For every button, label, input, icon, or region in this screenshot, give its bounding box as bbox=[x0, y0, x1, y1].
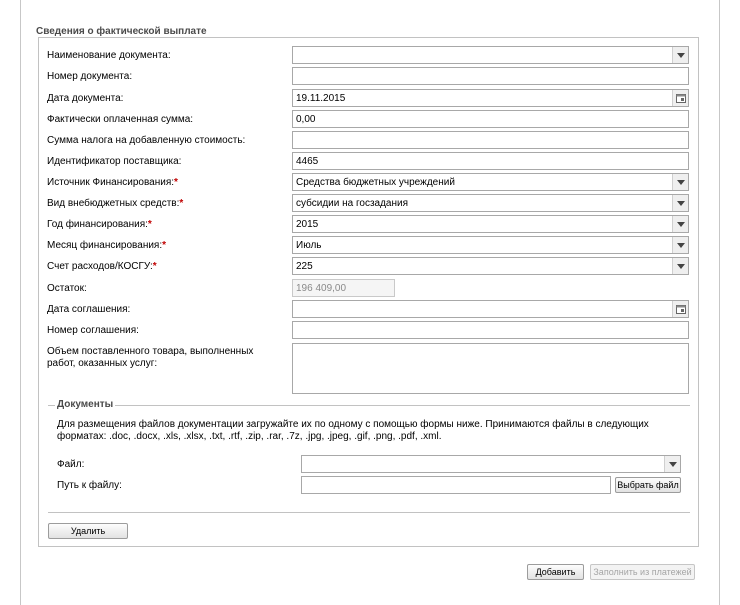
path-label: Путь к файлу: bbox=[57, 480, 122, 491]
supplier-id-input[interactable] bbox=[292, 152, 689, 170]
extrabudget-type-label: Вид внебюджетных средств:* bbox=[47, 198, 184, 209]
calendar-icon[interactable] bbox=[672, 90, 688, 106]
remainder-value: 196 409,00 bbox=[296, 283, 347, 294]
chevron-down-icon[interactable] bbox=[672, 237, 688, 253]
calendar-icon[interactable] bbox=[672, 301, 688, 317]
add-button[interactable]: Добавить bbox=[527, 564, 584, 580]
required-mark: * bbox=[162, 240, 167, 251]
agreement-date-input[interactable] bbox=[292, 300, 689, 318]
funding-month-value: Июль bbox=[296, 240, 322, 251]
paid-sum-label: Фактически оплаченная сумма: bbox=[47, 114, 194, 125]
browse-file-button[interactable]: Выбрать файл bbox=[615, 477, 681, 493]
volume-textarea[interactable] bbox=[292, 343, 689, 394]
agreement-date-label: Дата соглашения: bbox=[47, 304, 131, 315]
funding-month-label: Месяц финансирования:* bbox=[47, 240, 167, 251]
file-label: Файл: bbox=[57, 459, 85, 470]
required-mark: * bbox=[152, 261, 157, 272]
vat-sum-input[interactable] bbox=[292, 131, 689, 149]
expense-account-select[interactable] bbox=[292, 257, 689, 275]
file-select[interactable] bbox=[301, 455, 681, 473]
section-title: Сведения о фактической выплате bbox=[36, 26, 207, 37]
expense-account-value: 225 bbox=[296, 261, 313, 272]
chevron-down-icon[interactable] bbox=[672, 258, 688, 274]
supplier-id-value: 4465 bbox=[296, 156, 319, 167]
funding-month-select[interactable] bbox=[292, 236, 689, 254]
paid-sum-value: 0,00 bbox=[296, 114, 316, 125]
doc-name-select[interactable] bbox=[292, 46, 689, 64]
supplier-id-label: Идентификатор поставщика: bbox=[47, 156, 182, 167]
chevron-down-icon[interactable] bbox=[672, 216, 688, 232]
remainder-label: Остаток: bbox=[47, 283, 87, 294]
delete-button[interactable]: Удалить bbox=[48, 523, 128, 539]
chevron-down-icon[interactable] bbox=[664, 456, 680, 472]
agreement-number-input[interactable] bbox=[292, 321, 689, 339]
agreement-number-label: Номер соглашения: bbox=[47, 325, 139, 336]
volume-label: Объем поставленного товара, выполненных работ, оказанных услуг: bbox=[47, 346, 254, 369]
extrabudget-type-value: субсидии на госзадания bbox=[296, 198, 409, 209]
doc-date-value: 19.11.2015 bbox=[296, 93, 346, 104]
funding-year-select[interactable] bbox=[292, 215, 689, 233]
required-mark: * bbox=[179, 198, 184, 209]
remainder-field bbox=[292, 279, 395, 297]
extrabudget-type-select[interactable] bbox=[292, 194, 689, 212]
funding-year-value: 2015 bbox=[296, 219, 319, 230]
chevron-down-icon[interactable] bbox=[672, 47, 688, 63]
doc-date-input[interactable] bbox=[292, 89, 689, 107]
doc-name-label: Наименование документа: bbox=[47, 50, 171, 61]
funding-source-label: Источник Финансирования:* bbox=[47, 177, 178, 188]
required-mark: * bbox=[147, 219, 152, 230]
file-path-input[interactable] bbox=[301, 476, 611, 494]
required-mark: * bbox=[174, 177, 178, 188]
funding-source-value: Средства бюджетных учреждений bbox=[296, 177, 455, 188]
funding-source-select[interactable] bbox=[292, 173, 689, 191]
doc-date-label: Дата документа: bbox=[47, 93, 124, 104]
documents-title: Документы bbox=[57, 399, 114, 410]
expense-account-label: Счет расходов/КОСГУ:* bbox=[47, 261, 157, 272]
documents-info: Для размещения файлов документации загружайте их по одному с помощью формы ниже. Принимаются файлы в следующих форматах: .doc, .docx, .xls, .xlsx, .txt, .rtf, .zip, .rar, .7z, .jpg, .jpeg, .gif, .png, .pdf, .xml. bbox=[57, 419, 649, 442]
chevron-down-icon[interactable] bbox=[672, 195, 688, 211]
fill-from-payments-button[interactable]: Заполнить из платежей bbox=[590, 564, 695, 580]
doc-number-label: Номер документа: bbox=[47, 71, 133, 82]
paid-sum-input[interactable] bbox=[292, 110, 689, 128]
funding-year-label: Год финансирования:* bbox=[47, 219, 152, 230]
doc-number-input[interactable] bbox=[292, 67, 689, 85]
vat-sum-label: Сумма налога на добавленную стоимость: bbox=[47, 135, 246, 146]
chevron-down-icon[interactable] bbox=[672, 174, 688, 190]
